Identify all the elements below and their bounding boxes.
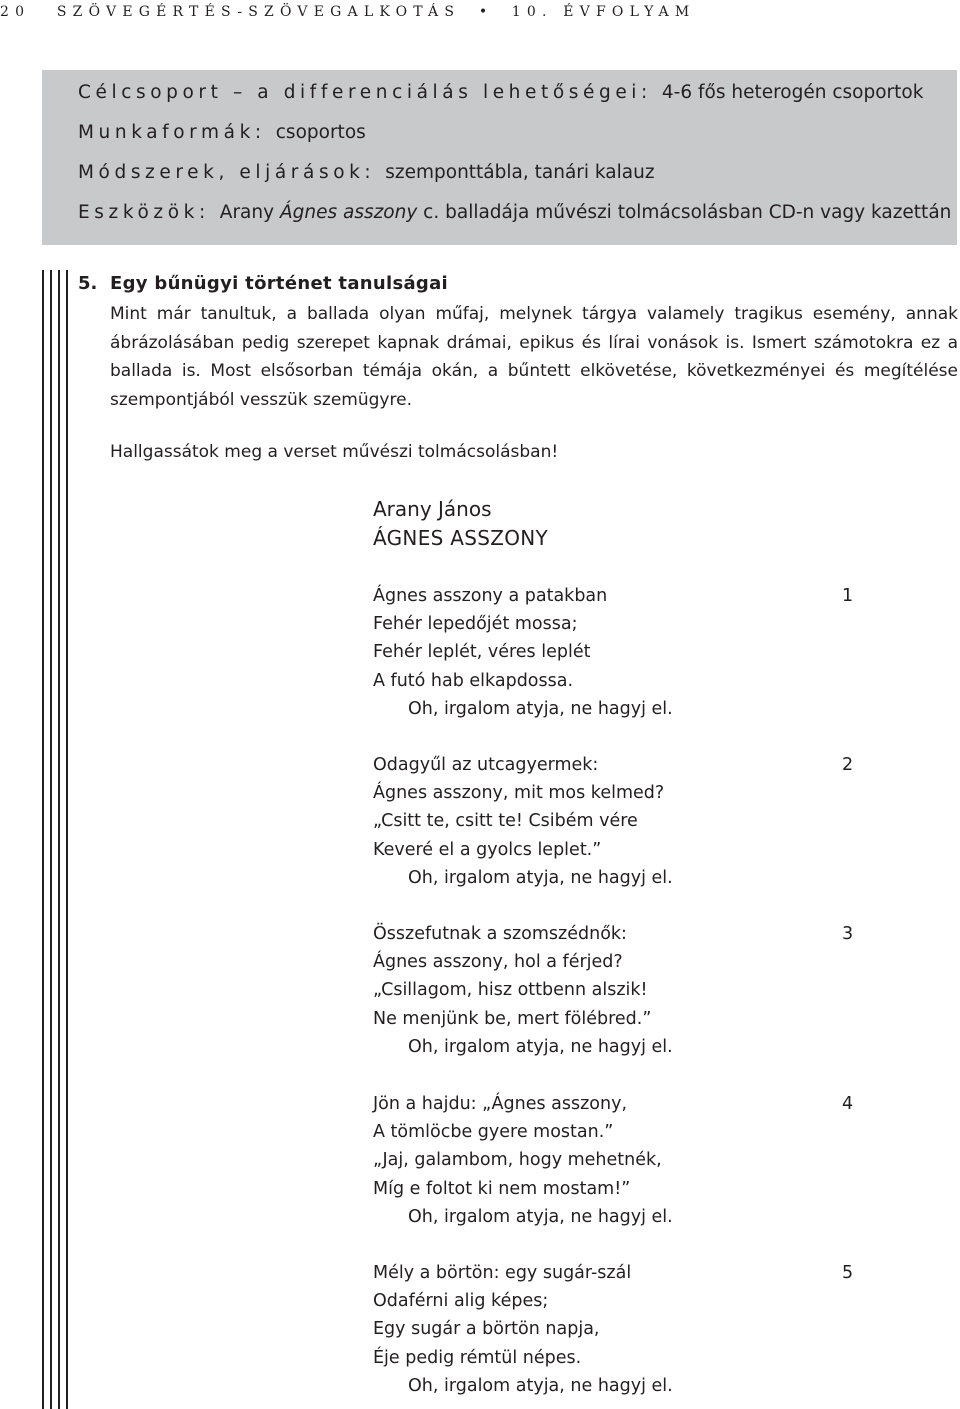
running-head-title: SZÖVEGÉRTÉS-SZÖVEGALKOTÁS bbox=[56, 4, 461, 20]
poem-title: ÁGNES ASSZONY bbox=[373, 526, 549, 550]
verse-line: Éje pedig rémtül népes. bbox=[373, 1347, 582, 1368]
verse-line: Jön a hajdu: „Ágnes asszony, bbox=[373, 1094, 628, 1114]
verse-line: Míg e foltot ki nem mostam!” bbox=[373, 1178, 631, 1199]
margin-rule bbox=[58, 270, 60, 1409]
meta-value bbox=[220, 202, 952, 223]
margin-rule bbox=[66, 270, 68, 1409]
verse-line: Ágnes asszony a patakban bbox=[373, 586, 608, 606]
lesson-meta-box bbox=[42, 70, 957, 245]
poem-author: Arany János bbox=[373, 497, 492, 521]
meta-value-work-title: Ágnes asszony bbox=[279, 202, 418, 223]
page-number: 20 bbox=[0, 4, 31, 20]
section-title: Egy bűnügyi történet tanulságai bbox=[110, 273, 449, 294]
verse-line: Ágnes asszony, mit mos kelmed? bbox=[373, 783, 665, 804]
meta-value: 4-6 fős heterogén csoportok bbox=[661, 82, 924, 103]
verse-line: Egy sugár a börtön napja, bbox=[373, 1319, 600, 1340]
stanza-number: 5 bbox=[842, 1263, 854, 1283]
stanza bbox=[373, 1259, 863, 1400]
verse-line: Keveré el a gyolcs leplet.” bbox=[373, 839, 602, 860]
section-intro: Mint már tanultuk, a ballada olyan műfaj, melynek tárgya valamely tragikus esemény, annak ábrázolásában pedig szerepet kapnak drámai, epikus és lírai vonások is. Ismert számotokra ez a ballada is. Most elsősorban témája okán, a bűntett elkövetése, következményei és megítélése szempontjából vesszük szemügyre. bbox=[110, 304, 958, 410]
verse-line: Odagyűl az utcagyermek: bbox=[373, 755, 599, 775]
meta-row-methods bbox=[78, 162, 655, 183]
verse-line: Mély a börtön: egy sugár-szál bbox=[373, 1263, 632, 1283]
meta-value-suffix: c. balladája művészi tolmácsolásban CD-n vagy kazettán bbox=[417, 202, 952, 223]
verse-line: „Csillagom, hisz ottbenn alszik! bbox=[373, 980, 648, 1001]
stanza-number: 1 bbox=[842, 586, 854, 606]
meta-value-prefix: Arany bbox=[219, 202, 280, 223]
verse-line: „Csitt te, csitt te! Csibém vére bbox=[373, 811, 638, 832]
verse-line: A futó hab elkapdossa. bbox=[373, 670, 574, 691]
refrain-line: Oh, irgalom atyja, ne hagyj el. bbox=[408, 1375, 673, 1396]
refrain-line: Oh, irgalom atyja, ne hagyj el. bbox=[408, 1036, 673, 1057]
verse-line: „Jaj, galambom, hogy mehetnék, bbox=[373, 1150, 662, 1171]
stanza-number: 4 bbox=[842, 1094, 854, 1114]
margin-rule bbox=[50, 270, 52, 1409]
meta-label: Célcsoport – a differenciálás lehetőségei: bbox=[78, 82, 652, 103]
verse-line: Fehér leplét, véres leplét bbox=[373, 642, 591, 663]
stanza bbox=[373, 920, 863, 1061]
running-head bbox=[0, 0, 695, 24]
verse-line: A tömlöcbe gyere mostan.” bbox=[373, 1122, 614, 1143]
refrain-line: Oh, irgalom atyja, ne hagyj el. bbox=[408, 867, 673, 888]
verse-line: Összefutnak a szomszédnők: bbox=[373, 924, 627, 944]
verse-line: Fehér lepedőjét mossa; bbox=[373, 614, 578, 635]
section-number: 5. bbox=[78, 273, 98, 294]
stanza bbox=[373, 582, 863, 723]
meta-row-tools bbox=[78, 202, 951, 223]
meta-label: Eszközök: bbox=[78, 202, 210, 223]
meta-row-target-group bbox=[78, 82, 923, 103]
meta-label: Munkaformák: bbox=[78, 122, 266, 143]
section-prompt: Hallgassátok meg a verset művészi tolmácsolásban! bbox=[110, 442, 559, 462]
stanza bbox=[373, 751, 863, 892]
stanza-number: 3 bbox=[842, 924, 854, 944]
verse-line: Ne menjünk be, mert fölébred.” bbox=[373, 1008, 652, 1029]
verse-line: Ágnes asszony, hol a férjed? bbox=[373, 952, 623, 973]
refrain-line: Oh, irgalom atyja, ne hagyj el. bbox=[408, 1206, 673, 1227]
meta-value: szemponttábla, tanári kalauz bbox=[385, 162, 655, 183]
meta-label: Módszerek, eljárások: bbox=[78, 162, 376, 183]
refrain-line: Oh, irgalom atyja, ne hagyj el. bbox=[408, 698, 673, 719]
running-head-grade: 10. ÉVFOLYAM bbox=[511, 4, 696, 20]
verse-line: Odaférni alig képes; bbox=[373, 1291, 549, 1312]
margin-rule bbox=[42, 270, 44, 1409]
meta-value: csoportos bbox=[275, 122, 366, 143]
stanza bbox=[373, 1090, 863, 1231]
meta-row-work-forms bbox=[78, 122, 366, 143]
running-head-separator: • bbox=[478, 4, 494, 20]
stanza-number: 2 bbox=[842, 755, 854, 775]
